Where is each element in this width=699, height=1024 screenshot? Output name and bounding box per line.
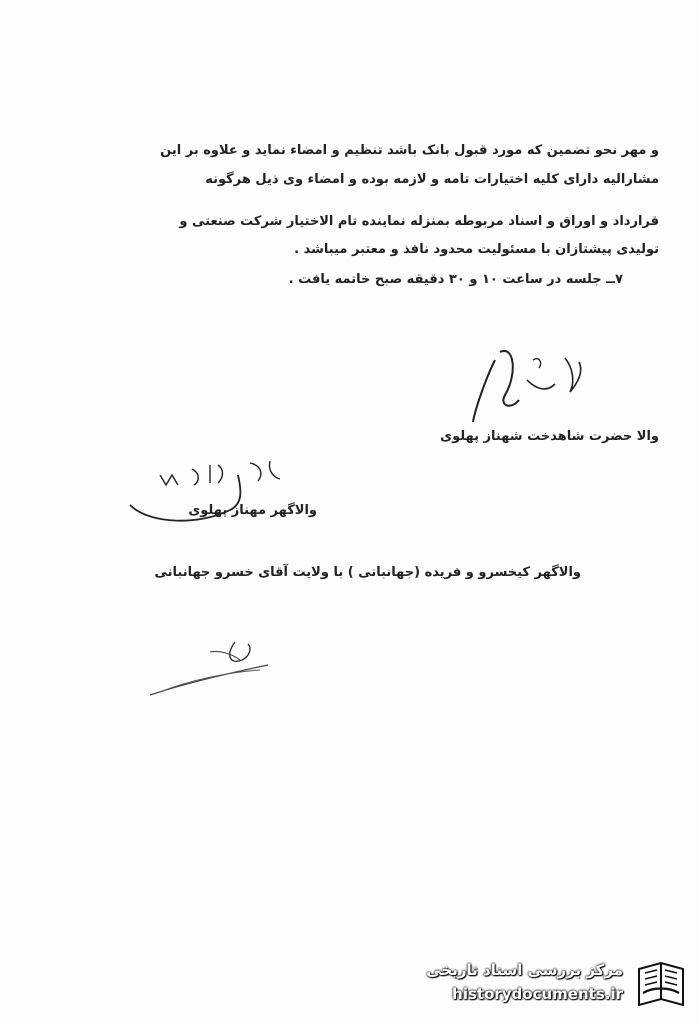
signature-1-scribble <box>455 340 595 430</box>
body-line-2: مشارالیه دارای کلیه اختیارات تامه و لازمه بوده و امضاء وی ذیل هرگونه <box>205 172 659 187</box>
signature-1-label: والا حضرت شاهدخت شهناز پهلوی <box>440 429 659 444</box>
body-line-4: تولیدی پیشتازان با مسئولیت محدود نافذ و معتبر میباشد . <box>294 242 659 257</box>
signature-3-scribble <box>140 630 280 705</box>
footer-url[interactable]: historydocuments.ir <box>452 985 623 1003</box>
body-line-1: و مهر نحو تضمین که مورد قبول بانک باشد تنظیم و امضاء نماید و علاوه بر این <box>160 143 659 158</box>
open-book-icon <box>633 959 689 1011</box>
body-line-3: قرارداد و اوراق و اسناد مربوطه بمنزله نماینده تام الاختیار شرکت صنعتی و <box>179 214 659 229</box>
signature-2-label: والاگهر مهناز پهلوی <box>188 503 317 518</box>
signature-2-scribble <box>120 455 300 535</box>
signature-3-label: والاگهر کیخسرو و فریده (جهانبانی ) با ولایت آقای خسرو جهانبانی <box>154 565 581 580</box>
footer-watermark <box>405 955 695 1015</box>
footer-title: مرکز بررسی اسناد تاریخی <box>426 961 623 979</box>
body-line-5: ۷ــ جلسه در ساعت ۱۰ و ۳۰ دقیقه صبح خاتمه یافت . <box>288 272 623 287</box>
